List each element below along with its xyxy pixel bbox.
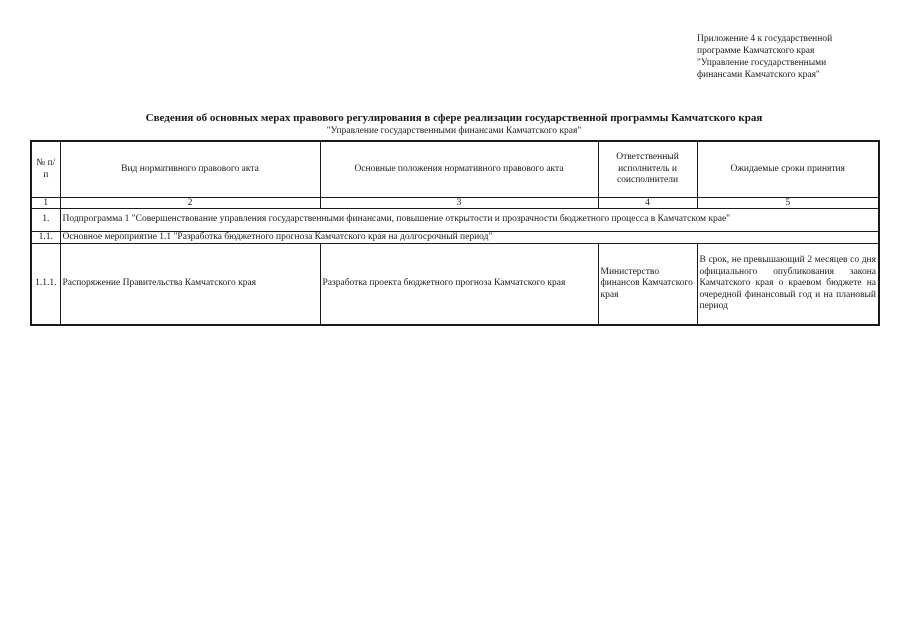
header-num: № п/п [31,141,60,198]
item-terms: В срок, не превышающий 2 месяцев со дня официального опубликования закона Камчатского края о краевом бюджете на очередной финансовый год и на плановый период [697,244,879,326]
header-responsible: Ответственный исполнитель и соисполнители [598,141,697,198]
column-number-row [31,198,879,209]
document-subtitle: "Управление государственными финансами Камчатского края" [326,126,582,136]
appendix-line: "Управление государственными [697,58,827,68]
appendix-note [697,33,897,81]
column-number: 3 [320,198,598,209]
column-number: 5 [697,198,879,209]
item-responsible: Министерство финансов Камчатского края [598,244,697,326]
item-provisions: Разработка проекта бюджетного прогноза Камчатского края [320,244,598,326]
table-row [31,244,879,326]
subprogram-row [31,209,879,232]
table-header-row [31,141,879,198]
item-num: 1.1.1. [31,244,60,326]
column-number: 1 [31,198,60,209]
appendix-line: программе Камчатского края [697,46,815,56]
appendix-line: Приложение 4 к государственной [697,34,833,44]
header-act-type: Вид нормативного правового акта [60,141,320,198]
activity-num: 1.1. [31,232,60,244]
item-act-type: Распоряжение Правительства Камчатского края [60,244,320,326]
column-number: 2 [60,198,320,209]
header-terms: Ожидаемые сроки принятия [697,141,879,198]
appendix-line: финансами Камчатского края" [697,70,820,80]
header-provisions: Основные положения нормативного правового акта [320,141,598,198]
subprogram-text: Подпрограмма 1 "Совершенствование управления государственными финансами, повышение открытости и прозрачности бюджетного процесса в Камчатском крае" [60,209,879,232]
regulation-table [30,140,880,326]
column-number: 4 [598,198,697,209]
document-title: Сведения об основных мерах правового регулирования в сфере реализации государственной программы Камчатского края [145,112,763,124]
activity-text: Основное мероприятие 1.1 "Разработка бюджетного прогноза Камчатского края на долгосрочный период" [60,232,879,244]
activity-row [31,232,879,244]
subprogram-num: 1. [31,209,60,232]
